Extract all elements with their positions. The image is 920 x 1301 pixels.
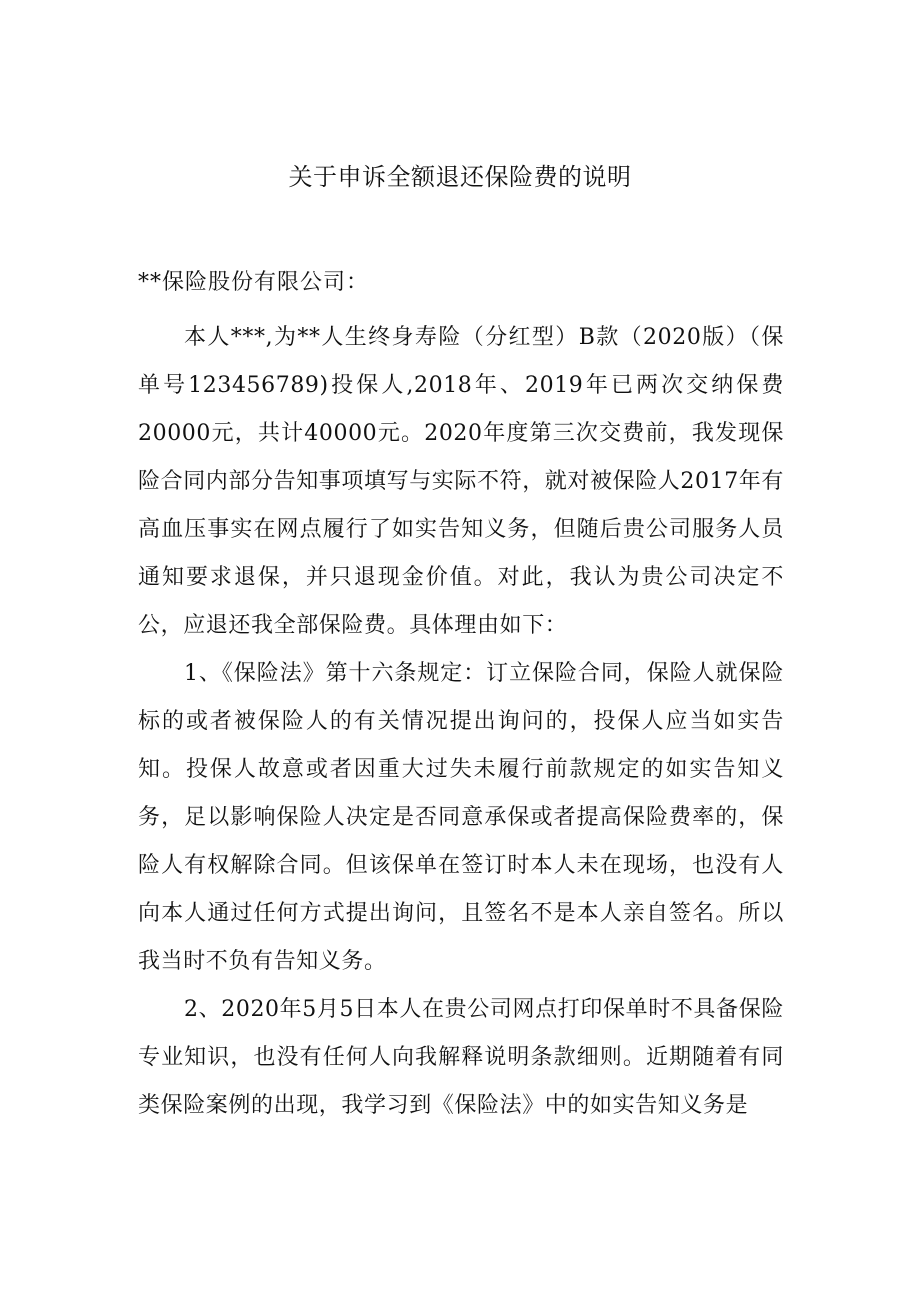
body-paragraph-intro: 本人***,为**人生终身寿险（分红型）B款（2020版）（保单号123456789)投保人,2018年、2019年已两次交纳保费20000元，共计40000元。2020年度第三次交费前，我发现保险合同内部分告知事项填写与实际不符，就对被保险人2017年有高血压事实在网点履行了如实告知义务，但随后贵公司服务人员通知要求退保，并只退现金价值。对此，我认为贵公司决定不公，应退还我全部保险费。具体理由如下： (138, 325, 784, 638)
body-paragraph-reason-2: 2、2020年5月5日本人在贵公司网点打印保单时不具备保险专业知识，也没有任何人向我解释说明条款细则。近期随着有同类保险案例的出现，我学习到《保险法》中的如实告知义务是 (138, 997, 784, 1118)
salutation: **保险股份有限公司： (138, 270, 370, 295)
document-title: 关于申诉全额退还保险费的说明 (288, 163, 632, 191)
body-paragraph-reason-1: 1、《保险法》第十六条规定：订立保险合同，保险人就保险标的或者被保险人的有关情况提出询问的，投保人应当如实告知。投保人故意或者因重大过失未履行前款规定的如实告知义务，足以影响保险人决定是否同意承保或者提高保险费率的，保险人有权解除合同。但该保单在签订时本人未在现场，也没有人向本人通过任何方式提出询问，且签名不是本人亲自签名。所以我当时不负有告知义务。 (138, 661, 784, 974)
